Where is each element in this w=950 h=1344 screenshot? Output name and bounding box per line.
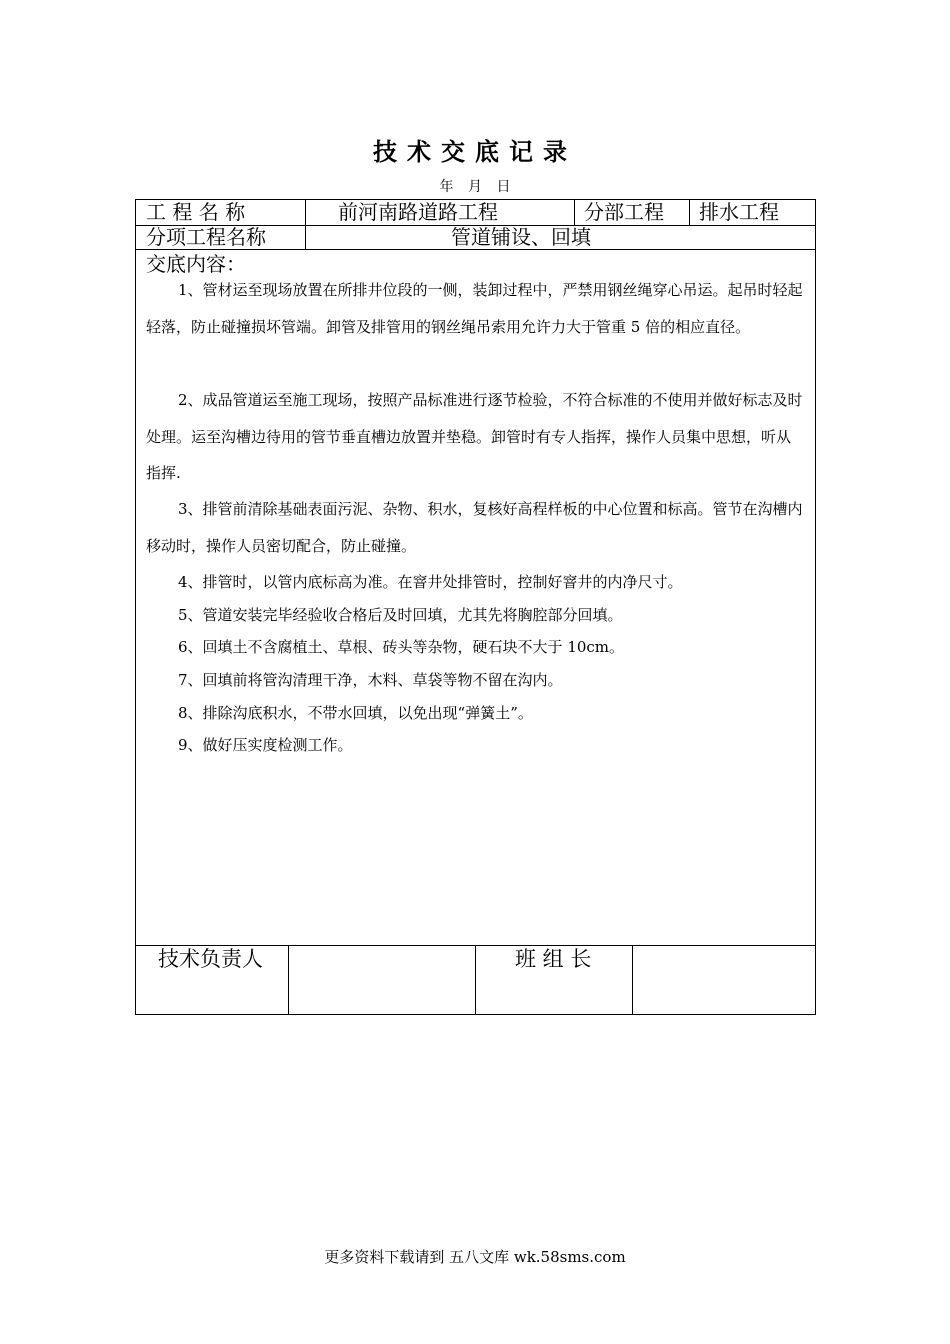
team-leader-label: 班 组 长 xyxy=(515,947,592,971)
team-leader-signature xyxy=(642,947,807,1007)
content-label: 交底内容： xyxy=(146,252,246,276)
column-divider xyxy=(689,200,690,225)
tech-lead-label: 技术负责人 xyxy=(158,947,263,971)
subitem-label: 分项工程名称 xyxy=(146,225,266,249)
paragraph-3: 3、排管前清除基础表面污泥、杂物、积水，复核好高程样板的中心位置和标高。管节在沟槽内移动时，操作人员密切配合，防止碰撞。 xyxy=(146,500,803,555)
paragraph-9: 9、做好压实度检测工作。 xyxy=(178,736,353,754)
paragraph-6: 6、回填土不含腐植土、草根、砖头等杂物，硬石块不大于 10cm。 xyxy=(178,638,625,656)
project-name-value: 前河南路道路工程 xyxy=(338,200,498,224)
division-label: 分部工程 xyxy=(584,200,664,224)
column-divider xyxy=(632,945,633,1015)
subitem-value: 管道铺设、回填 xyxy=(451,225,591,249)
paragraph-4: 4、排管时，以管内底标高为准。在窨井处排管时，控制好窨井的内净尺寸。 xyxy=(178,573,683,591)
column-divider xyxy=(305,200,306,249)
column-divider xyxy=(574,200,575,225)
paragraph-1: 1、管材运至现场放置在所排井位段的一侧，装卸过程中，严禁用钢丝绳穿心吊运。起吊时轻起轻落，防止碰撞损坏管端。卸管及排管用的钢丝绳吊索用允许力大于管重 5 倍的相应直径。 xyxy=(146,281,803,336)
paragraph-2: 2、成品管道运至施工现场，按照产品标准进行逐节检验，不符合标准的不使用并做好标志及时处理。运至沟槽边待用的管节垂直槽边放置并垫稳。卸管时有专人指挥，操作人员集中思想，听从指挥. xyxy=(146,391,803,482)
division-value: 排水工程 xyxy=(699,200,779,224)
tech-lead-signature xyxy=(298,947,468,1007)
date-line: 年 月 日 xyxy=(439,179,511,195)
document-title: 技术交底记录 xyxy=(373,137,577,166)
paragraph-5: 5、管道安装完毕经验收合格后及时回填，尤其先将胸腔部分回填。 xyxy=(178,606,623,624)
column-divider xyxy=(288,945,289,1015)
column-divider xyxy=(475,945,476,1015)
row-divider xyxy=(136,249,815,250)
paragraph-7: 7、回填前将管沟清理干净，木料、草袋等物不留在沟内。 xyxy=(178,671,563,689)
disclosure-form xyxy=(135,199,816,1015)
footer-text: 更多资料下载请到 五八文库 wk.58sms.com xyxy=(324,1248,626,1266)
paragraph-8: 8、排除沟底积水，不带水回填，以免出现“弹簧土”。 xyxy=(178,704,533,722)
project-name-label: 工 程 名 称 xyxy=(146,200,246,224)
